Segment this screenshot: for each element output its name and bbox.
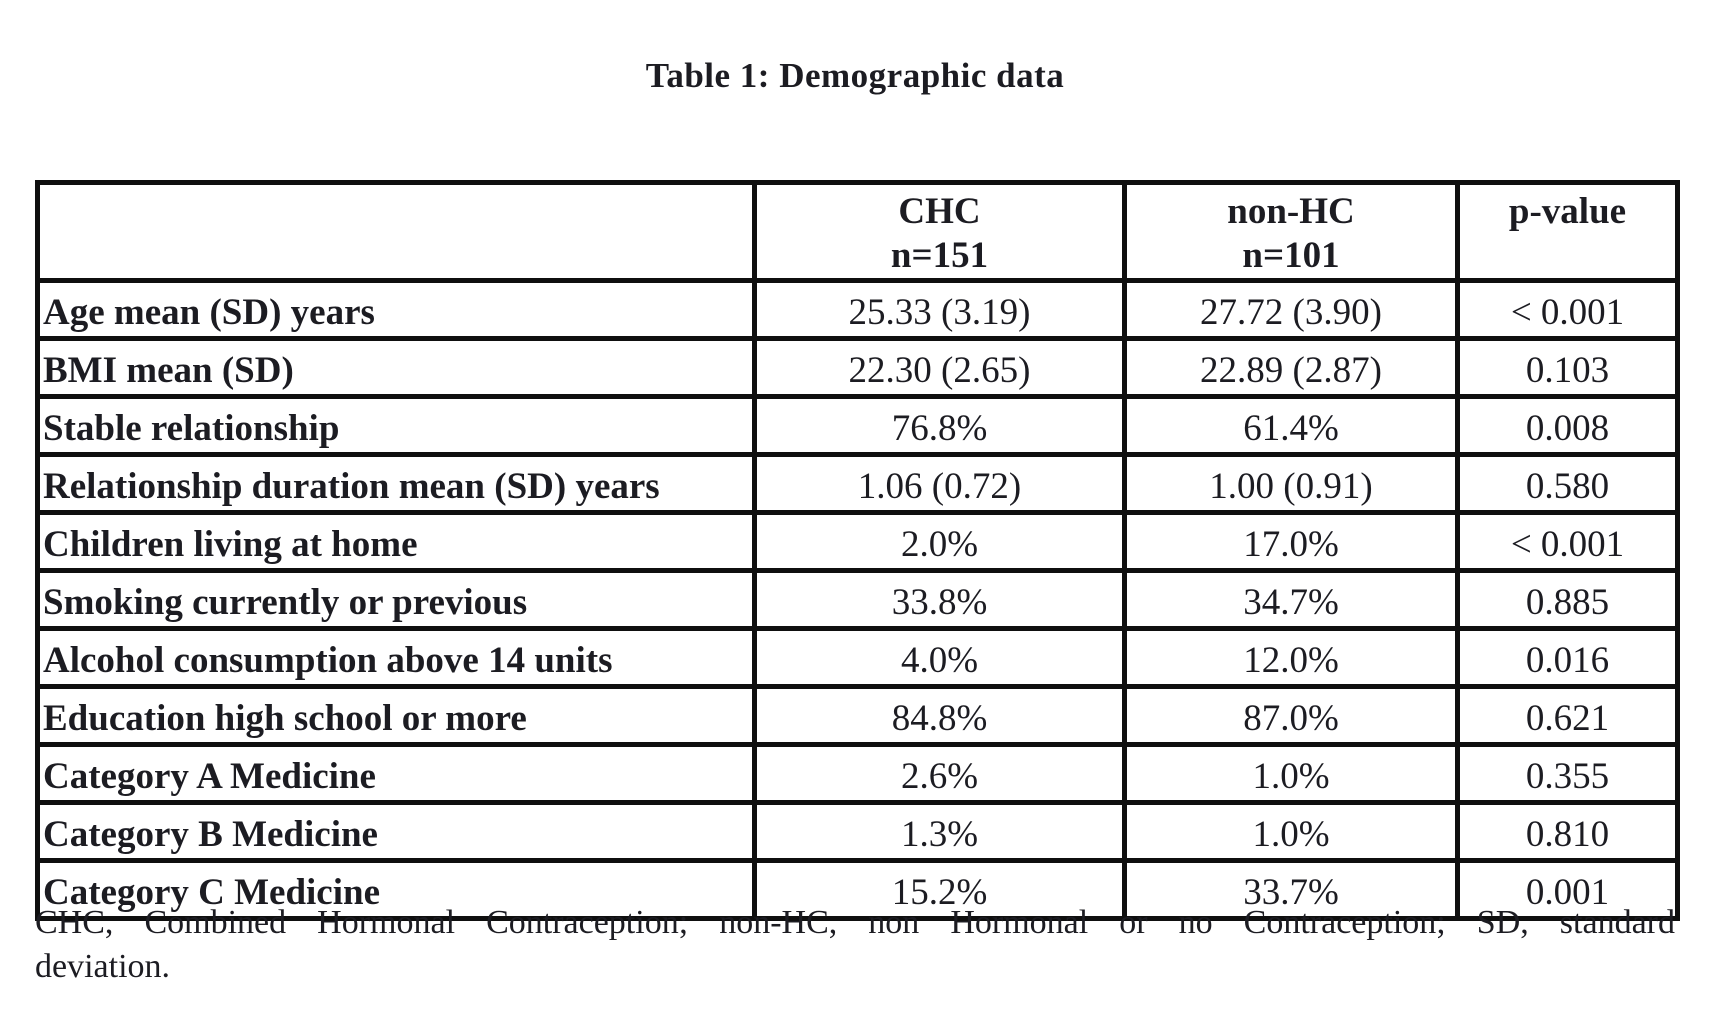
table-row [38,281,1678,339]
nonhc-value-cell: 61.4% [1125,397,1458,455]
footnote-line-1: CHC, Combined Hormonal Contraception; non-HC, non Hormonal or no Contraception; SD, standard [35,904,1675,941]
header-chc-name: CHC [898,191,981,232]
row-label-cell: Category C Medicine [38,861,755,919]
row-label-cell: Smoking currently or previous [38,571,755,629]
nonhc-value-cell: 1.00 (0.91) [1125,455,1458,513]
nonhc-value-cell: 12.0% [1125,629,1458,687]
row-label-cell: Education high school or more [38,687,755,745]
chc-value-cell: 4.0% [755,629,1125,687]
header-nonhc-name: non-HC [1227,191,1355,232]
table-row [38,803,1678,861]
row-label-cell: BMI mean (SD) [38,339,755,397]
nonhc-value-cell: 22.89 (2.87) [1125,339,1458,397]
row-label-cell: Category B Medicine [38,803,755,861]
nonhc-value-cell: 17.0% [1125,513,1458,571]
nonhc-value-cell: 1.0% [1125,745,1458,803]
table-row [38,513,1678,571]
chc-value-cell: 2.0% [755,513,1125,571]
table-row [38,397,1678,455]
header-nonhc-n: n=101 [1242,234,1340,276]
table-footnote [35,901,1675,989]
row-label-cell: Alcohol consumption above 14 units [38,629,755,687]
table-header-row [38,183,1678,281]
row-label-cell: Category A Medicine [38,745,755,803]
chc-value-cell: 2.6% [755,745,1125,803]
pvalue-cell: < 0.001 [1458,513,1678,571]
chc-value-cell: 1.3% [755,803,1125,861]
header-cell-chc [755,183,1125,281]
chc-value-cell: 22.30 (2.65) [755,339,1125,397]
pvalue-cell: 0.355 [1458,745,1678,803]
chc-value-cell: 1.06 (0.72) [755,455,1125,513]
nonhc-value-cell: 34.7% [1125,571,1458,629]
table-row [38,455,1678,513]
pvalue-cell: 0.008 [1458,397,1678,455]
chc-value-cell: 33.8% [755,571,1125,629]
row-label-cell: Relationship duration mean (SD) years [38,455,755,513]
chc-value-cell: 76.8% [755,397,1125,455]
header-cell-nonhc [1125,183,1458,281]
pvalue-cell: 0.001 [1458,861,1678,919]
footnote-line-2: deviation. [35,948,171,986]
table-row [38,745,1678,803]
header-cell-pvalue: p-value [1458,183,1678,281]
table-row [38,571,1678,629]
chc-value-cell: 25.33 (3.19) [755,281,1125,339]
row-label-cell: Stable relationship [38,397,755,455]
page-title: Table 1: Demographic data [645,56,1065,95]
demographics-table [35,180,1680,921]
pvalue-cell: 0.103 [1458,339,1678,397]
chc-value-cell: 84.8% [755,687,1125,745]
header-chc-n: n=151 [890,234,989,276]
nonhc-value-cell: 27.72 (3.90) [1125,281,1458,339]
nonhc-value-cell: 1.0% [1125,803,1458,861]
table-row [38,629,1678,687]
row-label-cell: Children living at home [38,513,755,571]
pvalue-cell: 0.810 [1458,803,1678,861]
row-label-cell: Age mean (SD) years [38,281,755,339]
pvalue-cell: 0.016 [1458,629,1678,687]
pvalue-cell: 0.621 [1458,687,1678,745]
pvalue-cell: < 0.001 [1458,281,1678,339]
pvalue-cell: 0.580 [1458,455,1678,513]
table-row [38,339,1678,397]
nonhc-value-cell: 87.0% [1125,687,1458,745]
pvalue-cell: 0.885 [1458,571,1678,629]
chc-value-cell: 15.2% [755,861,1125,919]
nonhc-value-cell: 33.7% [1125,861,1458,919]
header-cell-empty [38,183,755,281]
table-row [38,687,1678,745]
